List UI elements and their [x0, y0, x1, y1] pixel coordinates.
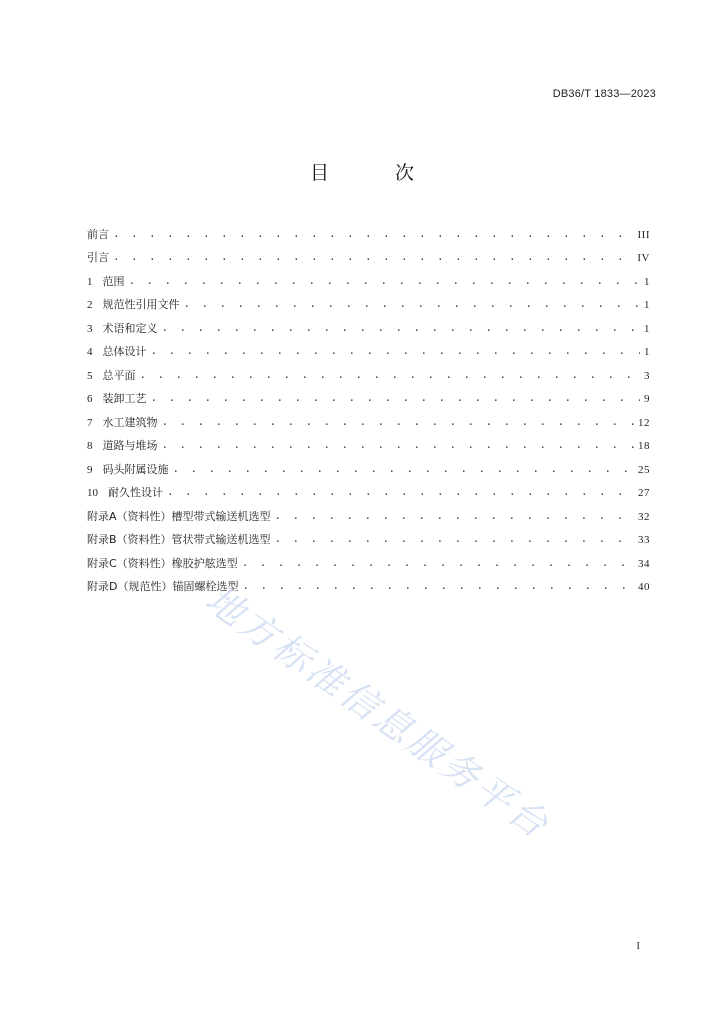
- watermark: 地方标准信息服务平台: [197, 577, 559, 849]
- toc-entry-page: 18: [638, 440, 650, 452]
- toc-entry-label: 附录A（资料性）槽型带式输送机选型: [87, 509, 271, 523]
- toc-entry-page: 12: [638, 416, 650, 429]
- table-of-contents: [87, 218, 650, 594]
- toc-entry[interactable]: [87, 500, 650, 524]
- toc-entry-page: 34: [638, 557, 650, 570]
- toc-entry-label: 附录D（规范性）锚固螺栓选型: [87, 580, 239, 593]
- page-title: 目 次: [309, 162, 445, 184]
- toc-entry[interactable]: [87, 430, 650, 454]
- toc-entry-label: 道路与堆场: [102, 439, 158, 452]
- toc-entry-label: 规范性引用文件: [102, 298, 180, 311]
- toc-leader-dots: [275, 533, 634, 547]
- toc-entry-number: 10: [87, 487, 98, 499]
- toc-entry-label: 引言: [87, 251, 109, 264]
- toc-leader-dots: [162, 322, 641, 336]
- toc-leader-dots: [184, 298, 641, 312]
- toc-leader-dots: [113, 251, 633, 265]
- toc-leader-dots: [173, 463, 635, 477]
- page-number: I: [636, 940, 640, 952]
- toc-entry[interactable]: [87, 242, 650, 266]
- toc-entry[interactable]: [87, 524, 650, 548]
- toc-entry-page: 25: [638, 463, 650, 476]
- toc-leader-dots: [151, 392, 641, 406]
- toc-entry-page: 33: [638, 534, 650, 546]
- toc-entry[interactable]: [87, 289, 650, 313]
- toc-entry-number: 1: [87, 275, 93, 288]
- toc-entry[interactable]: [87, 312, 650, 336]
- toc-entry-number: 7: [87, 416, 93, 429]
- toc-entry-page: 1: [644, 346, 650, 358]
- toc-leader-dots: [162, 439, 635, 453]
- toc-entry-number: 3: [87, 322, 93, 335]
- toc-entry-page: 40: [638, 581, 650, 593]
- toc-entry[interactable]: [87, 218, 650, 242]
- toc-entry-number: 2: [87, 299, 93, 311]
- toc-entry-page: 1: [644, 322, 650, 335]
- toc-entry-number: 8: [87, 440, 93, 452]
- toc-entry[interactable]: [87, 265, 650, 289]
- toc-entry[interactable]: [87, 359, 650, 383]
- toc-entry[interactable]: [87, 383, 650, 407]
- toc-entry-page: 3: [644, 369, 650, 382]
- toc-leader-dots: [151, 345, 641, 359]
- toc-entry-page: IV: [637, 252, 650, 264]
- toc-entry-label: 前言: [87, 227, 109, 241]
- toc-entry-label: 范围: [102, 274, 125, 288]
- toc-entry-number: 6: [87, 393, 93, 405]
- toc-entry-number: 4: [87, 346, 93, 358]
- toc-entry[interactable]: [87, 336, 650, 360]
- toc-entry-label: 总体设计: [102, 345, 147, 358]
- toc-entry-page: 9: [644, 393, 650, 405]
- toc-leader-dots: [113, 228, 634, 242]
- toc-entry-page: III: [637, 228, 650, 241]
- toc-leader-dots: [167, 486, 634, 500]
- toc-leader-dots: [129, 275, 641, 289]
- toc-entry-label: 耐久性设计: [108, 486, 163, 499]
- toc-leader-dots: [275, 510, 634, 524]
- toc-entry-label: 水工建筑物: [102, 415, 158, 429]
- toc-leader-dots: [242, 580, 634, 594]
- toc-entry-label: 装卸工艺: [102, 392, 147, 405]
- toc-entry[interactable]: [87, 571, 650, 595]
- toc-entry-label: 码头附属设施: [102, 462, 169, 476]
- toc-entry-page: 1: [644, 275, 650, 288]
- toc-entry[interactable]: [87, 406, 650, 430]
- toc-entry-number: 9: [87, 463, 93, 476]
- toc-entry-page: 32: [638, 510, 650, 523]
- toc-entry-label: 附录C（资料性）橡胶护舷选型: [87, 556, 238, 570]
- toc-entry-label: 总平面: [102, 368, 136, 382]
- toc-entry-page: 27: [638, 487, 650, 499]
- document-code: DB36/T 1833—2023: [552, 88, 656, 100]
- toc-leader-dots: [162, 416, 635, 430]
- toc-entry-number: 5: [87, 369, 93, 382]
- toc-entry[interactable]: [87, 477, 650, 501]
- toc-entry-label: 术语和定义: [102, 321, 158, 335]
- toc-leader-dots: [242, 557, 634, 571]
- toc-entry[interactable]: [87, 547, 650, 571]
- toc-entry-label: 附录B（资料性）管状带式输送机选型: [87, 533, 271, 546]
- toc-leader-dots: [140, 369, 641, 383]
- toc-entry-page: 1: [644, 299, 650, 311]
- toc-entry[interactable]: [87, 453, 650, 477]
